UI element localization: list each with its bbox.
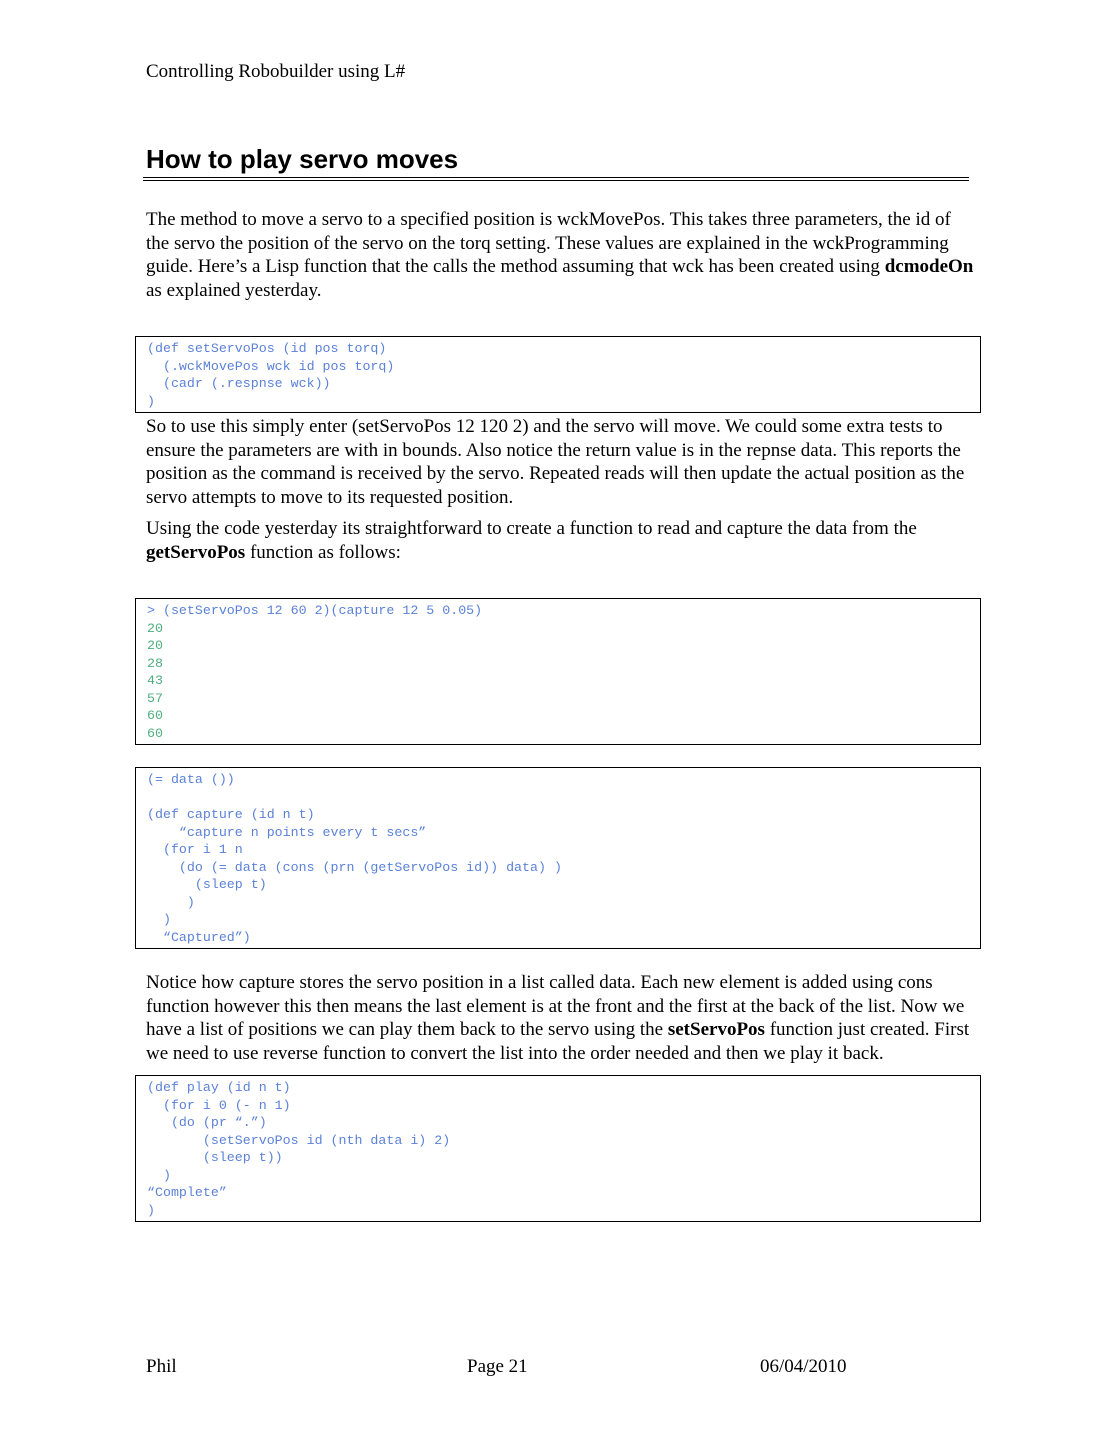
code-block-play bbox=[135, 1075, 981, 1222]
code-line: ) bbox=[147, 894, 195, 910]
section-heading: How to play servo moves bbox=[146, 144, 459, 174]
console-output: 60 bbox=[147, 708, 163, 723]
paragraph-notice bbox=[146, 971, 976, 1065]
console-output: 57 bbox=[147, 690, 163, 706]
code-line: (do (= data (cons (prn (getServoPos id)) data) ) bbox=[147, 859, 562, 875]
code-block-console bbox=[135, 598, 981, 745]
console-output: 20 bbox=[147, 620, 163, 636]
console-output: 20 bbox=[147, 638, 163, 653]
code-line: (for i 1 n bbox=[147, 842, 243, 857]
footer-author: Phil bbox=[146, 1356, 177, 1377]
running-header: Controlling Robobuilder using L# bbox=[146, 61, 406, 82]
bold-term: getServoPos bbox=[146, 541, 246, 563]
code-line: “Complete” bbox=[147, 1185, 227, 1200]
paragraph-usage: So to use this simply enter (setServoPos 12 120 2) and the servo will move. We could some extra tests to ensure the parameters are with in bounds. Also notice the return value is in the repnse data. This reports the position as the command is received by the servo. Repeated reads will then update the actual position as the servo attempts to move to its requested position. bbox=[146, 416, 965, 508]
bold-term: dcmodeOn bbox=[884, 256, 974, 277]
code-line: ) bbox=[147, 1202, 155, 1218]
code-line: (sleep t)) bbox=[147, 1150, 283, 1165]
code-line: “Captured”) bbox=[147, 929, 251, 945]
code-line: ) bbox=[147, 1167, 171, 1183]
heading-rule bbox=[143, 177, 969, 181]
text: Notice how capture stores the servo position in a list called data. Each new element is added using cons function however this then means the last element is at the front and the first at the back of the list. Now we have a list of positions we can play them back to the servo using the bbox=[146, 972, 965, 1040]
code-line: ) bbox=[147, 393, 155, 409]
console-output: 43 bbox=[147, 673, 163, 688]
code-line bbox=[147, 789, 974, 807]
code-block-capture bbox=[135, 767, 981, 949]
code-line: (do (pr “.”) bbox=[147, 1115, 267, 1130]
code-line: (def setServoPos (id pos torq) bbox=[147, 341, 387, 356]
code-line: (for i 0 (- n 1) bbox=[147, 1097, 291, 1113]
code-line: “capture n points every t secs” bbox=[147, 824, 427, 840]
paragraph-intro bbox=[146, 208, 976, 302]
footer-page-number: Page 21 bbox=[467, 1356, 528, 1377]
text: as explained yesterday. bbox=[146, 279, 322, 301]
document-body bbox=[0, 143, 1113, 1222]
footer-date: 06/04/2010 bbox=[760, 1356, 847, 1377]
paragraph-capture bbox=[146, 517, 976, 564]
code-line: (sleep t) bbox=[147, 877, 267, 892]
code-line: (setServoPos id (nth data i) 2) bbox=[147, 1132, 451, 1148]
code-block-setservopos bbox=[135, 336, 981, 413]
text: The method to move a servo to a specified position is wckMovePos. This takes three parameters, the id of the servo the position of the servo on the torq setting. These values are explained in the wckProgramming guide. Here’s a Lisp function that the calls the method assuming that wck has been created using bbox=[146, 209, 951, 277]
code-line: (cadr (.respnse wck)) bbox=[147, 376, 331, 391]
code-line: ) bbox=[147, 912, 171, 927]
code-line: (= data ()) bbox=[147, 772, 235, 787]
code-line: (.wckMovePos wck id pos torq) bbox=[147, 358, 395, 374]
bold-term: setServoPos bbox=[667, 1019, 765, 1040]
code-line: (def capture (id n t) bbox=[147, 807, 315, 822]
text: function as follows: bbox=[245, 541, 401, 563]
console-output: 60 bbox=[147, 725, 163, 741]
text: Using the code yesterday its straightforward to create a function to read and capture the data from the bbox=[146, 518, 917, 539]
console-output: 28 bbox=[147, 655, 163, 671]
console-command: > (setServoPos 12 60 2)(capture 12 5 0.05) bbox=[147, 603, 483, 618]
text: function just created. First we need to use reverse function to convert the list into the order needed and then we play it back. bbox=[146, 1019, 970, 1064]
code-line: (def play (id n t) bbox=[147, 1080, 291, 1095]
